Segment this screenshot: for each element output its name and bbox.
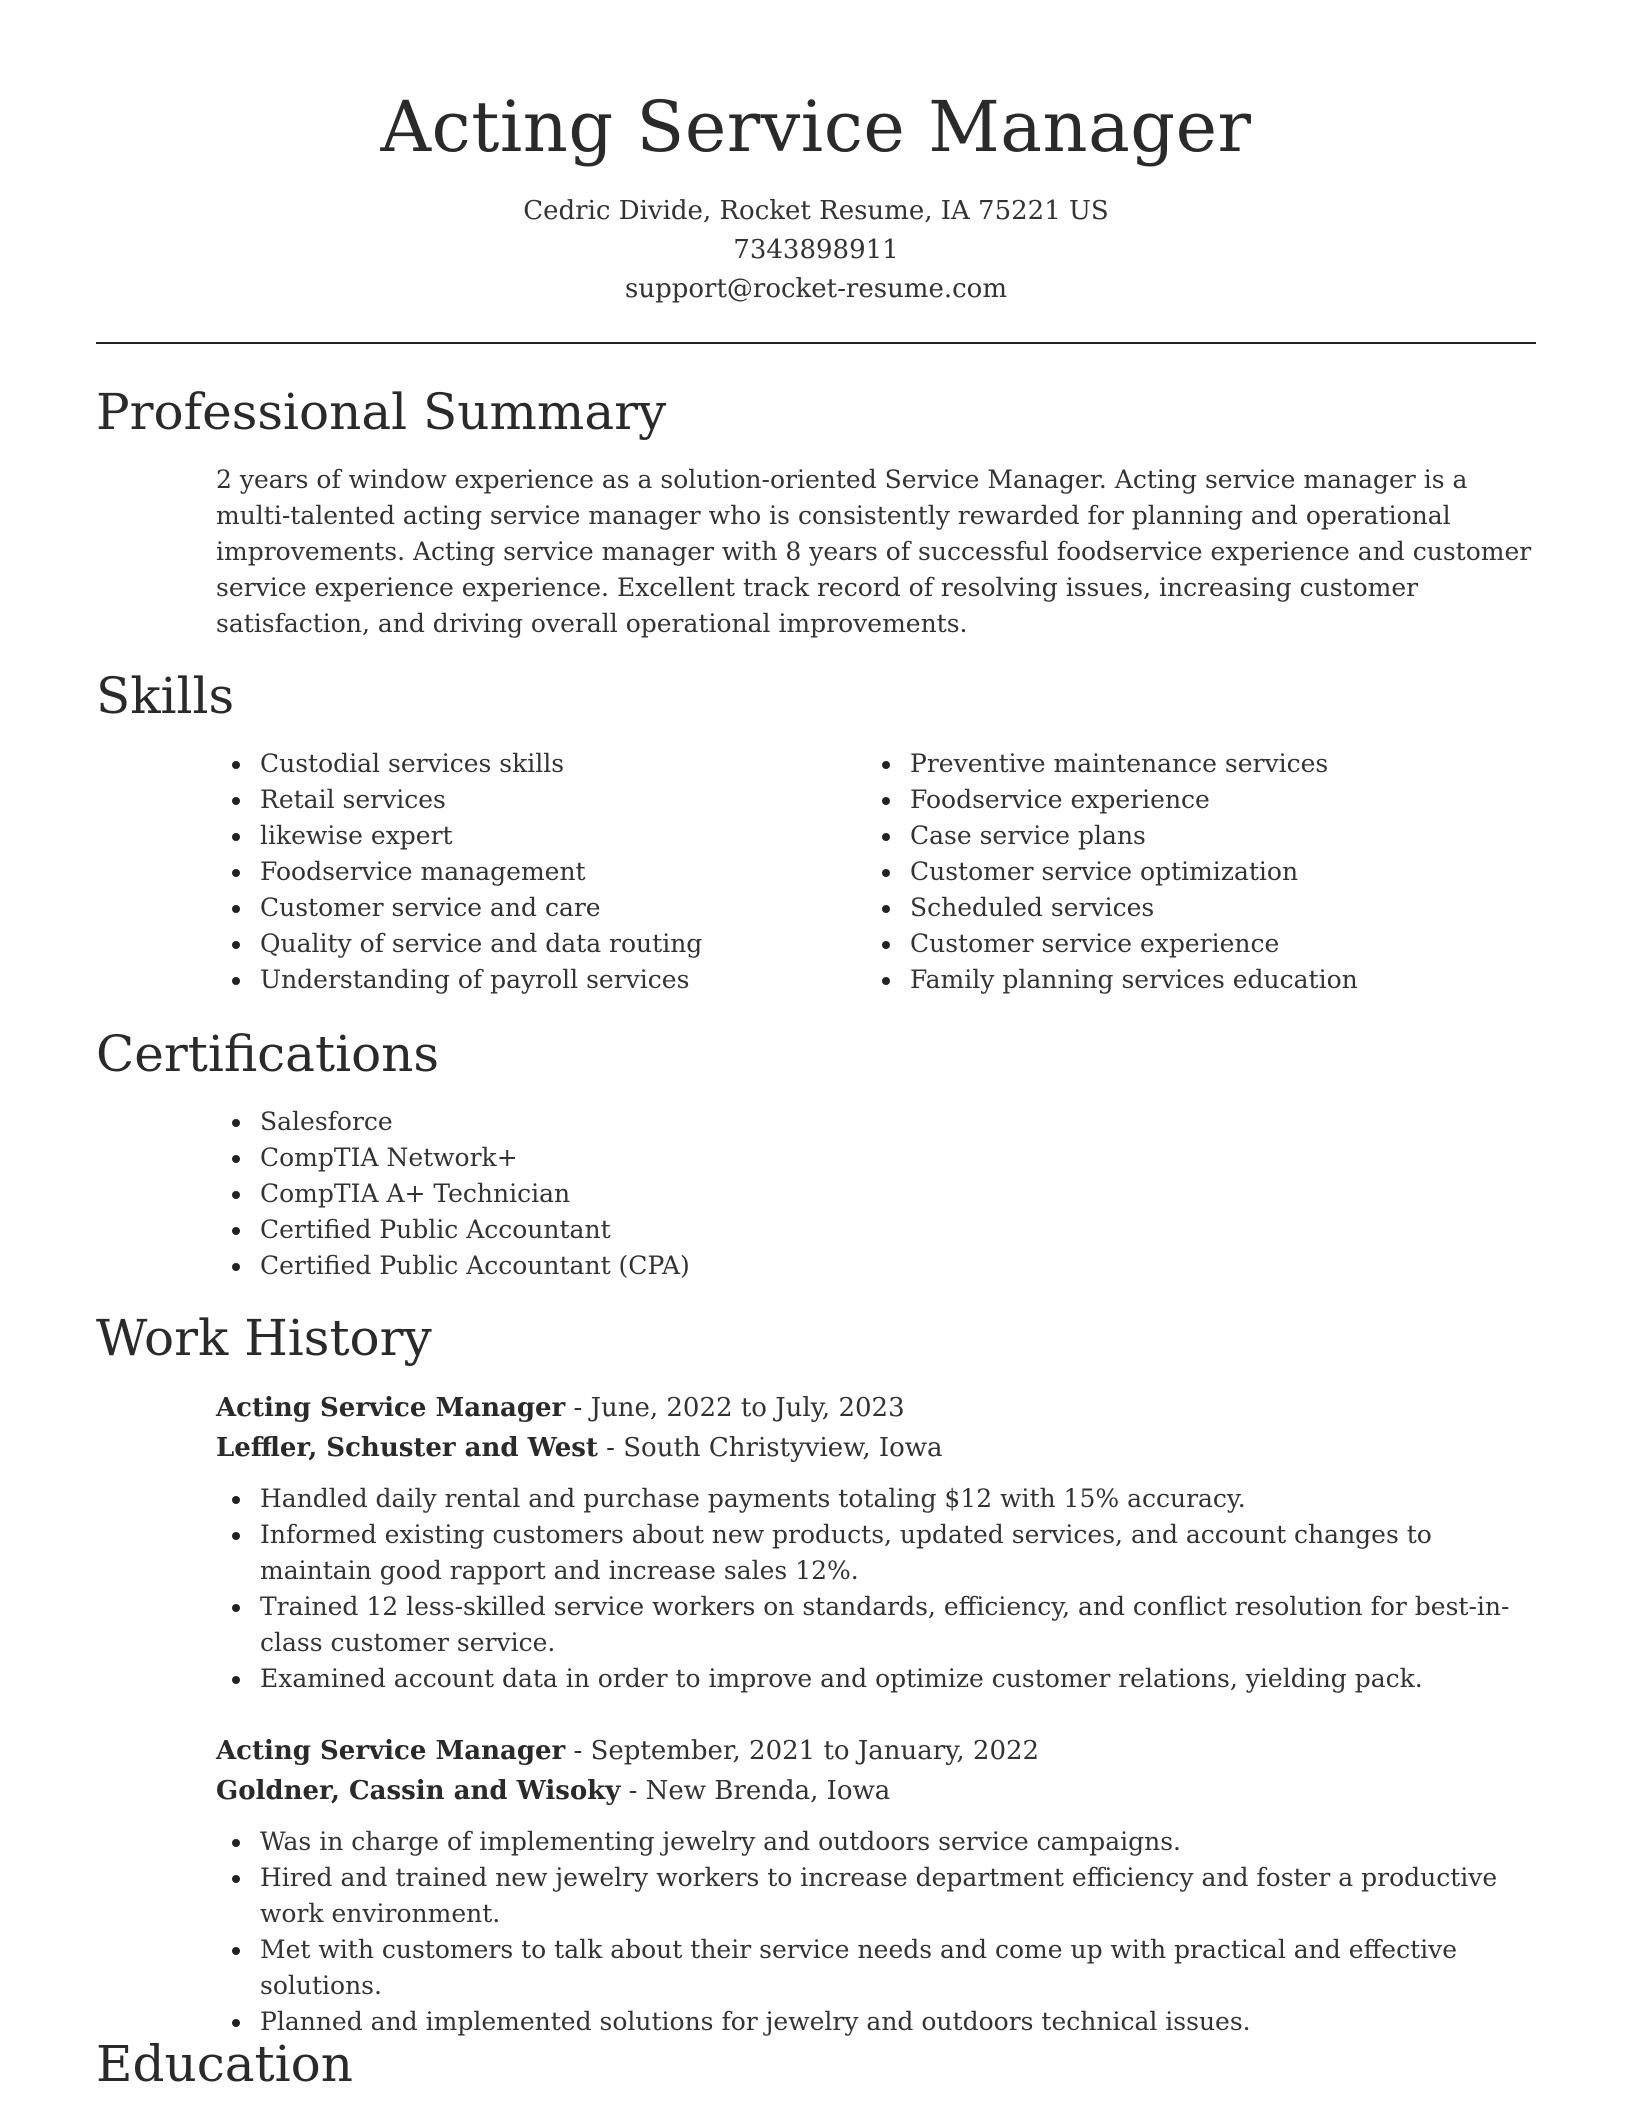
job-company-line (216, 1771, 890, 1811)
summary-heading: Professional Summary (96, 383, 667, 441)
job-company: Goldner, Cassin and Wisoky (216, 1776, 621, 1806)
job-bullet: Planned and implemented solutions for jewelry and outdoors technical issues. (216, 2004, 1536, 2040)
skill-item: Retail services (216, 782, 856, 818)
job-dates: - June, 2022 to July, 2023 (565, 1393, 905, 1423)
resume-title: Acting Service Manager (380, 86, 1252, 168)
job-bullet-list (216, 1824, 1536, 2040)
skill-item: Customer service optimization (866, 854, 1526, 890)
skills-list-right (866, 746, 1526, 998)
job-bullet: Informed existing customers about new products, updated services, and account changes to maintain good rapport and increase sales 12%. (216, 1517, 1536, 1589)
job-bullet: Was in charge of implementing jewelry and outdoors service campaigns. (216, 1824, 1536, 1860)
job-company-line (216, 1428, 943, 1468)
job-company: Leffler, Schuster and West (216, 1433, 598, 1463)
job-title: Acting Service Manager (216, 1393, 566, 1423)
skill-item: Understanding of payroll services (216, 962, 856, 998)
skill-item: likewise expert (216, 818, 856, 854)
job-bullet: Met with customers to talk about their service needs and come up with practical and effective solutions. (216, 1932, 1536, 2004)
skill-item: Customer service and care (216, 890, 856, 926)
certification-item: Certified Public Accountant (CPA) (216, 1248, 1016, 1284)
contact-phone: 7343898911 (733, 235, 899, 265)
certification-item: CompTIA A+ Technician (216, 1176, 1016, 1212)
job-bullet: Handled daily rental and purchase payments totaling $12 with 15% accuracy. (216, 1481, 1536, 1517)
job-bullet: Examined account data in order to improve and optimize customer relations, yielding pack. (216, 1661, 1536, 1697)
skill-item: Case service plans (866, 818, 1526, 854)
contact-block (0, 192, 1632, 309)
certification-item: Salesforce (216, 1104, 1016, 1140)
job-title-line (216, 1388, 905, 1428)
skill-item: Quality of service and data routing (216, 926, 856, 962)
skill-item: Foodservice experience (866, 782, 1526, 818)
job-title: Acting Service Manager (216, 1736, 566, 1766)
certifications-heading: Certifications (96, 1025, 440, 1083)
contact-email: support@rocket-resume.com (624, 274, 1007, 304)
skill-item: Foodservice management (216, 854, 856, 890)
skills-heading: Skills (96, 667, 235, 725)
contact-address: Cedric Divide, Rocket Resume, IA 75221 US (523, 196, 1109, 226)
skill-item: Customer service experience (866, 926, 1526, 962)
skill-item: Preventive maintenance services (866, 746, 1526, 782)
skill-item: Custodial services skills (216, 746, 856, 782)
skill-item: Family planning services education (866, 962, 1526, 998)
skill-item: Scheduled services (866, 890, 1526, 926)
skills-list-left (216, 746, 856, 998)
job-bullet: Hired and trained new jewelry workers to increase department efficiency and foster a productive work environment. (216, 1860, 1536, 1932)
job-bullet: Trained 12 less-skilled service workers on standards, efficiency, and conflict resolution for best-in-class customer service. (216, 1589, 1536, 1661)
certification-item: CompTIA Network+ (216, 1140, 1016, 1176)
job-location: - New Brenda, Iowa (620, 1776, 891, 1806)
certification-item: Certified Public Accountant (216, 1212, 1016, 1248)
certifications-list (216, 1104, 1016, 1284)
header-divider (96, 342, 1536, 344)
job-title-line (216, 1731, 1039, 1771)
job-bullet-list (216, 1481, 1536, 1697)
education-heading: Education (96, 2035, 353, 2093)
work-history-heading: Work History (96, 1309, 432, 1367)
job-dates: - September, 2021 to January, 2022 (565, 1736, 1040, 1766)
job-location: - South Christyview, Iowa (597, 1433, 943, 1463)
summary-text: 2 years of window experience as a solution-oriented Service Manager. Acting service manager is a multi-talented acting service manager who is consistently rewarded for planning and operational improvements. Acting service manager with 8 years of successful foodservice experience and customer service experience experience. Excellent track record of resolving issues, increasing customer satisfaction, and driving overall operational improvements. (216, 465, 1532, 638)
